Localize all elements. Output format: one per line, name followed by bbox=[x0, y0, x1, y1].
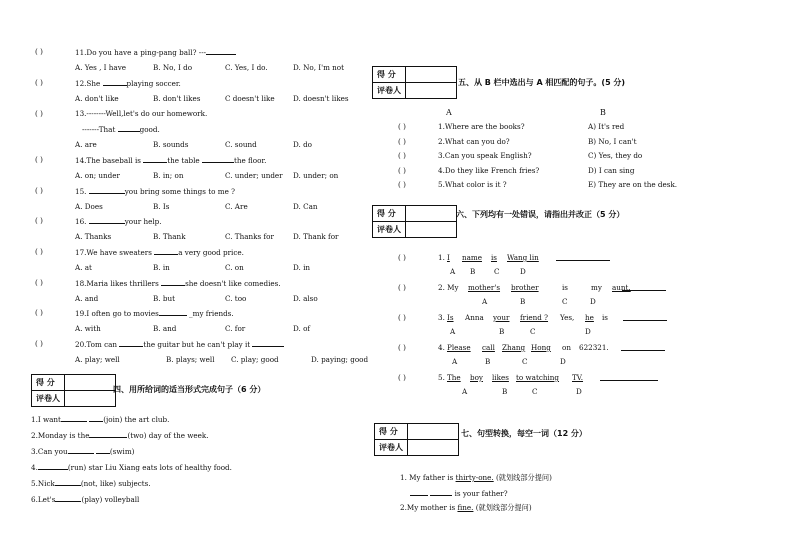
sentence-word: brother bbox=[511, 283, 539, 292]
text-fragment: 20.Tom can bbox=[75, 340, 120, 349]
answer-blank[interactable] bbox=[430, 488, 452, 496]
option-a[interactable]: A. are bbox=[75, 140, 97, 149]
text-fragment: 12.She bbox=[75, 79, 103, 88]
sentence-word: Zhang bbox=[502, 343, 526, 352]
text-fragment: (run) star Liu Xiang eats lots of healthy food. bbox=[67, 463, 232, 472]
transform-item bbox=[400, 473, 552, 483]
text-fragment: 2.Monday is the bbox=[31, 431, 90, 440]
column-b-header: B bbox=[600, 108, 606, 117]
error-marker-a: A bbox=[452, 357, 458, 366]
question-stem bbox=[75, 278, 281, 288]
answer-paren[interactable]: ( ) bbox=[398, 122, 406, 131]
option-b[interactable]: B. plays; well bbox=[166, 355, 215, 364]
sentence-word: to watching bbox=[516, 373, 560, 382]
item-a: 5.What color is it ? bbox=[438, 180, 507, 189]
question-stem bbox=[75, 109, 207, 118]
option-d[interactable]: D. Thank for bbox=[293, 232, 339, 241]
answer-paren[interactable]: ( ) bbox=[35, 339, 43, 348]
text-fragment: 18.Maria likes thrillers bbox=[75, 279, 162, 288]
answer-blank[interactable] bbox=[154, 247, 178, 255]
grader-label: 评卷人 bbox=[373, 83, 406, 99]
score-cell[interactable] bbox=[406, 206, 457, 222]
option-c[interactable]: C. for bbox=[225, 324, 246, 333]
error-marker-d: D bbox=[590, 297, 596, 306]
answer-blank[interactable] bbox=[89, 430, 127, 438]
error-marker-c: C bbox=[522, 357, 528, 366]
option-d[interactable]: D. of bbox=[293, 324, 311, 333]
sentence-word: on bbox=[562, 343, 571, 352]
text-fragment: 14.The baseball is bbox=[75, 156, 144, 165]
text-fragment: your help. bbox=[124, 217, 162, 226]
correction-line[interactable] bbox=[622, 283, 666, 293]
error-marker-d: D bbox=[520, 267, 526, 276]
item-b: C) Yes, they do bbox=[588, 151, 643, 160]
score-box-sec5 bbox=[372, 66, 457, 99]
answer-paren[interactable]: ( ) bbox=[398, 151, 406, 160]
item-b: B) No, I can't bbox=[588, 136, 637, 146]
text-fragment: 2.My mother is bbox=[400, 503, 458, 512]
text-fragment: -------That bbox=[82, 125, 118, 134]
question-stem bbox=[75, 247, 244, 257]
answer-paren[interactable]: ( ) bbox=[398, 343, 406, 352]
option-b[interactable]: B. No, I do bbox=[153, 63, 193, 72]
answer-blank[interactable] bbox=[143, 155, 167, 163]
sentence-word: Anna bbox=[465, 313, 484, 322]
error-marker-a: A bbox=[462, 387, 468, 396]
score-cell[interactable] bbox=[65, 375, 116, 391]
question-stem bbox=[75, 216, 162, 226]
fill-item bbox=[31, 430, 209, 440]
answer-paren[interactable]: ( ) bbox=[35, 109, 43, 118]
sentence-word: call bbox=[482, 343, 495, 352]
fill-item bbox=[31, 414, 169, 424]
answer-blank[interactable] bbox=[96, 446, 110, 454]
text-fragment: good. bbox=[139, 125, 160, 134]
sentence-word: my bbox=[591, 283, 602, 292]
option-d[interactable]: D. also bbox=[293, 294, 318, 303]
score-label: 得 分 bbox=[375, 424, 408, 440]
answer-blank[interactable] bbox=[68, 446, 94, 454]
option-d[interactable]: D. doesn't likes bbox=[293, 94, 349, 103]
error-marker-c: C bbox=[562, 297, 568, 306]
question-stem bbox=[75, 78, 181, 88]
text-fragment: 4. bbox=[31, 463, 38, 472]
option-c[interactable]: C. under; under bbox=[225, 171, 283, 180]
grader-label: 评卷人 bbox=[32, 391, 65, 407]
fill-item bbox=[31, 462, 232, 472]
text-fragment: thirty-one. bbox=[455, 473, 494, 482]
score-box-sec6 bbox=[372, 205, 457, 238]
answer-paren[interactable]: ( ) bbox=[398, 313, 406, 322]
item-a: 3.Can you speak English? bbox=[438, 151, 532, 160]
item-b: E) They are on the desk. bbox=[588, 180, 678, 189]
item-b: D) I can sing bbox=[588, 165, 635, 175]
answer-blank[interactable] bbox=[622, 283, 666, 291]
option-d[interactable]: D. No, I'm not bbox=[293, 63, 345, 72]
question-stem bbox=[75, 308, 234, 318]
answer-blank[interactable] bbox=[252, 339, 284, 347]
answer-paren[interactable]: ( ) bbox=[35, 278, 43, 287]
section6-title: 六、下列均有一处错误，请指出并改正（5 分） bbox=[456, 210, 625, 219]
answer-blank[interactable] bbox=[89, 186, 125, 194]
item-a: 2.What can you do? bbox=[438, 136, 510, 146]
item-a: 4.Do they like French fries? bbox=[438, 165, 540, 175]
text-fragment: 13.--------Well,let's do our homework. bbox=[75, 109, 208, 118]
correction-line[interactable] bbox=[600, 373, 658, 383]
answer-blank[interactable] bbox=[159, 308, 187, 316]
option-c[interactable]: C. Are bbox=[225, 202, 248, 211]
grader-label: 评卷人 bbox=[375, 440, 408, 456]
answer-paren[interactable]: ( ) bbox=[398, 373, 406, 382]
answer-blank[interactable] bbox=[119, 339, 143, 347]
text-fragment: 11.Do you have a ping-pang ball? bbox=[75, 48, 199, 57]
option-a[interactable]: A. Thanks bbox=[75, 232, 112, 241]
option-d[interactable]: D. do bbox=[293, 140, 313, 149]
option-a[interactable]: A. don't like bbox=[75, 94, 119, 103]
text-fragment: is your father? bbox=[452, 489, 508, 498]
section5-title: 五、从 B 栏中选出与 A 相匹配的句子。(5 分) bbox=[458, 78, 626, 87]
option-b[interactable]: B. but bbox=[153, 294, 175, 303]
answer-blank[interactable] bbox=[202, 155, 234, 163]
answer-paren[interactable]: ( ) bbox=[398, 136, 406, 146]
question-stem bbox=[75, 155, 266, 165]
option-b[interactable]: B. and bbox=[153, 324, 177, 333]
answer-line[interactable] bbox=[410, 488, 508, 498]
sentence-word: I bbox=[447, 253, 450, 262]
question-stem bbox=[75, 186, 235, 196]
grader-label: 评卷人 bbox=[373, 222, 406, 238]
error-marker-b: B bbox=[499, 327, 505, 336]
answer-paren[interactable]: ( ) bbox=[35, 78, 43, 87]
option-b[interactable]: B. Is bbox=[153, 202, 170, 211]
option-d[interactable]: D. in bbox=[293, 263, 311, 272]
fill-item bbox=[31, 478, 151, 488]
sentence-word: 4. bbox=[438, 343, 445, 352]
item-a: 1.Where are the books? bbox=[438, 122, 525, 131]
sentence-word: likes bbox=[492, 373, 509, 382]
option-d[interactable]: D. paying; good bbox=[311, 355, 369, 364]
error-marker-a: A bbox=[450, 267, 456, 276]
text-fragment: 16. bbox=[75, 217, 89, 226]
sentence-word: friend ? bbox=[520, 313, 549, 322]
answer-paren[interactable]: ( ) bbox=[35, 155, 43, 164]
sentence-word: TV. bbox=[572, 373, 584, 382]
score-cell[interactable] bbox=[408, 424, 459, 440]
sentence-word: Wang lin bbox=[507, 253, 539, 262]
error-marker-c: C bbox=[532, 387, 538, 396]
text-fragment: a very good price. bbox=[178, 248, 244, 257]
answer-blank[interactable] bbox=[118, 124, 140, 132]
option-c[interactable]: C. too bbox=[225, 294, 247, 303]
score-cell[interactable] bbox=[406, 67, 457, 83]
text-fragment: 17.We have sweaters bbox=[75, 248, 155, 257]
correction-line[interactable] bbox=[621, 343, 665, 353]
text-fragment: 15. bbox=[75, 187, 89, 196]
text-fragment: --- bbox=[198, 48, 207, 57]
score-label: 得 分 bbox=[32, 375, 65, 391]
answer-blank[interactable] bbox=[556, 253, 610, 261]
text-fragment: (two) day of the week. bbox=[127, 431, 209, 440]
answer-blank[interactable] bbox=[103, 78, 127, 86]
score-label: 得 分 bbox=[373, 206, 406, 222]
grader-cell[interactable] bbox=[406, 222, 457, 238]
error-marker-b: B bbox=[470, 267, 476, 276]
answer-blank[interactable] bbox=[89, 216, 125, 224]
answer-blank[interactable] bbox=[410, 488, 428, 496]
answer-paren[interactable]: ( ) bbox=[398, 283, 406, 292]
option-d[interactable]: D. Can bbox=[293, 202, 318, 211]
text-fragment: (就划线部分提问) bbox=[493, 473, 552, 482]
sentence-word: The bbox=[447, 373, 461, 382]
option-c[interactable]: C. Yes, I do. bbox=[225, 63, 268, 72]
grader-cell[interactable] bbox=[408, 440, 459, 456]
text-fragment: 1. My father is bbox=[400, 473, 456, 482]
sentence-word: is bbox=[562, 283, 568, 292]
section4-title: 四、用所给词的适当形式完成句子（6 分） bbox=[113, 385, 266, 394]
answer-blank[interactable] bbox=[61, 414, 87, 422]
sentence-word: 1. bbox=[438, 253, 445, 262]
fill-item bbox=[31, 494, 139, 504]
option-b[interactable]: B. in; on bbox=[153, 171, 184, 180]
sentence-word: Is bbox=[447, 313, 454, 322]
error-marker-c: C bbox=[530, 327, 536, 336]
correction-line[interactable] bbox=[623, 313, 667, 323]
sentence-word: 622321. bbox=[579, 343, 609, 352]
transform-item bbox=[400, 503, 532, 513]
answer-paren[interactable]: ( ) bbox=[35, 308, 43, 317]
question-stem bbox=[75, 339, 284, 349]
sentence-word: 2. My bbox=[438, 283, 459, 292]
answer-blank[interactable] bbox=[623, 313, 667, 321]
error-marker-b: B bbox=[502, 387, 508, 396]
option-a[interactable]: A. at bbox=[75, 263, 92, 272]
answer-paren[interactable]: ( ) bbox=[398, 253, 406, 262]
correction-line[interactable] bbox=[556, 253, 610, 263]
column-a-header: A bbox=[446, 108, 452, 117]
option-a[interactable]: A. and bbox=[75, 294, 99, 303]
dialogue-line bbox=[82, 124, 160, 134]
fill-item bbox=[31, 446, 134, 456]
text-fragment: 3.Can you bbox=[31, 447, 68, 456]
sentence-word: Yes, bbox=[560, 313, 575, 322]
sentence-word: name bbox=[462, 253, 482, 262]
sentence-word: 3. bbox=[438, 313, 445, 322]
option-d[interactable]: D. under; on bbox=[293, 171, 339, 180]
answer-paren[interactable]: ( ) bbox=[35, 47, 43, 56]
item-b: A) It's red bbox=[588, 122, 625, 131]
sentence-word: is bbox=[491, 253, 497, 262]
text-fragment: fine. bbox=[457, 503, 474, 512]
error-marker-b: B bbox=[485, 357, 491, 366]
option-b[interactable]: B. Thank bbox=[153, 232, 186, 241]
option-a[interactable]: A. Yes , I have bbox=[75, 63, 127, 72]
text-fragment: playing soccer. bbox=[126, 79, 181, 88]
answer-blank[interactable] bbox=[621, 343, 665, 351]
text-fragment: 5.Nick bbox=[31, 479, 55, 488]
answer-blank[interactable] bbox=[89, 414, 103, 422]
answer-paren[interactable]: ( ) bbox=[398, 165, 406, 175]
answer-blank[interactable] bbox=[161, 278, 185, 286]
score-box-sec4 bbox=[31, 374, 116, 407]
answer-blank[interactable] bbox=[38, 462, 68, 470]
section7-title: 七、句型转换，每空一词（12 分） bbox=[461, 429, 587, 438]
grader-cell[interactable] bbox=[65, 391, 116, 407]
sentence-word: aunt. bbox=[612, 283, 631, 292]
answer-blank[interactable] bbox=[55, 494, 81, 502]
answer-blank[interactable] bbox=[206, 47, 236, 55]
answer-blank[interactable] bbox=[55, 478, 81, 486]
sentence-word: Please bbox=[447, 343, 471, 352]
score-label: 得 分 bbox=[373, 67, 406, 83]
option-b[interactable]: B. don't likes bbox=[153, 94, 201, 103]
text-fragment: (就划线部分提问) bbox=[473, 503, 532, 512]
option-a[interactable]: A. play; well bbox=[75, 355, 120, 364]
answer-paren[interactable]: ( ) bbox=[398, 180, 406, 189]
sentence-word: he bbox=[585, 313, 594, 322]
text-fragment: the table bbox=[167, 156, 202, 165]
error-marker-b: B bbox=[520, 297, 526, 306]
option-c[interactable]: C. sound bbox=[225, 140, 257, 149]
answer-paren[interactable]: ( ) bbox=[35, 247, 43, 256]
grader-cell[interactable] bbox=[406, 83, 457, 99]
option-a[interactable]: A. on; under bbox=[75, 171, 120, 180]
text-fragment: you bring some things to me ? bbox=[124, 187, 235, 196]
text-fragment: _my friends. bbox=[186, 309, 234, 318]
text-fragment: the guitar but he can't play it bbox=[143, 340, 253, 349]
option-b[interactable]: B. sounds bbox=[153, 140, 189, 149]
text-fragment: (join) the art club. bbox=[103, 415, 170, 424]
error-marker-a: A bbox=[450, 327, 456, 336]
answer-paren[interactable]: ( ) bbox=[35, 186, 43, 195]
text-fragment: (swim) bbox=[109, 447, 135, 456]
sentence-word: your bbox=[493, 313, 510, 322]
option-a[interactable]: A. with bbox=[75, 324, 101, 333]
sentence-word: mother's bbox=[468, 283, 501, 292]
text-fragment: 1.I want bbox=[31, 415, 61, 424]
text-fragment: 19.I often go to movies bbox=[75, 309, 159, 318]
option-c[interactable]: C doesn't like bbox=[225, 94, 275, 103]
text-fragment: the floor. bbox=[233, 156, 267, 165]
sentence-word: 5. bbox=[438, 373, 445, 382]
error-marker-a: A bbox=[482, 297, 488, 306]
option-b[interactable]: B. in bbox=[153, 263, 170, 272]
text-fragment: she doesn't like comedies. bbox=[185, 279, 281, 288]
option-a[interactable]: A. Does bbox=[75, 202, 103, 211]
error-marker-d: D bbox=[560, 357, 566, 366]
sentence-word: boy bbox=[470, 373, 483, 382]
error-marker-d: D bbox=[576, 387, 582, 396]
text-fragment: (play) volleyball bbox=[81, 495, 140, 504]
answer-blank[interactable] bbox=[600, 373, 658, 381]
error-marker-d: D bbox=[585, 327, 591, 336]
option-c[interactable]: C. Thanks for bbox=[225, 232, 274, 241]
text-fragment: (not, like) subjects. bbox=[80, 479, 151, 488]
question-stem bbox=[75, 47, 236, 57]
option-c[interactable]: C. on bbox=[225, 263, 244, 272]
option-c[interactable]: C. play; good bbox=[231, 355, 279, 364]
score-box-sec7 bbox=[374, 423, 459, 456]
answer-paren[interactable]: ( ) bbox=[35, 216, 43, 225]
error-marker-c: C bbox=[494, 267, 500, 276]
sentence-word: Hong bbox=[531, 343, 551, 352]
text-fragment: 6.Let's bbox=[31, 495, 56, 504]
sentence-word: is bbox=[602, 313, 608, 322]
